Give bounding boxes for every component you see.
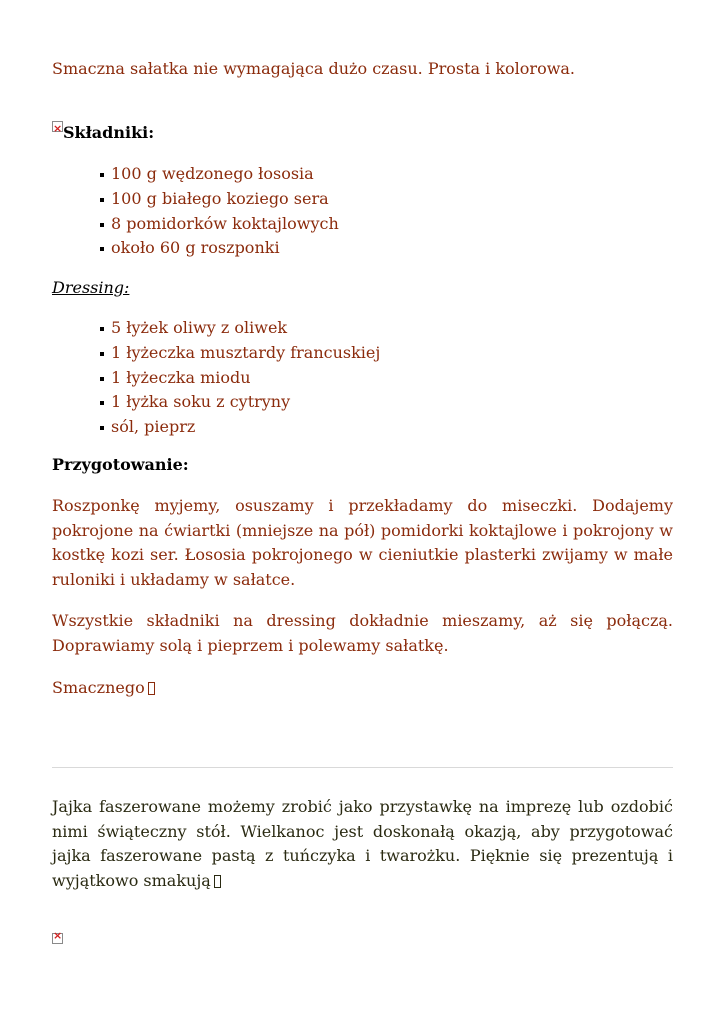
list-item: około 60 g roszponki [99, 236, 339, 261]
ingredients-heading [52, 121, 154, 145]
list-item: 5 łyżek oliwy z oliwek [99, 316, 380, 341]
intro-text: Smaczna sałatka nie wymagająca dużo czasu. Prosta i kolorowa. [52, 59, 576, 78]
preparation-paragraph-2: Wszystkie składniki na dressing dokładnie mieszamy, aż się połączą. Doprawiamy solą i pieprzem i polewamy sałatkę. [52, 611, 673, 655]
list-item: 1 łyżka soku z cytryny [99, 390, 380, 415]
closing-text: Smacznego [52, 678, 145, 697]
preparation-heading: Przygotowanie: [52, 455, 189, 474]
next-post-text: Jajka faszerowane możemy zrobić jako przystawkę na imprezę lub ozdobić nimi świąteczny stół. Wielkanoc jest doskonałą okazją, aby przygotować jajka faszerowane pastą z tuńczyka i twarożku. Pięknie się prezentują i wyjątkowo smakują [52, 797, 673, 890]
list-item: 100 g białego koziego sera [99, 187, 339, 212]
bullet-icon [100, 426, 104, 430]
list-item: sól, pieprz [99, 415, 380, 440]
list-item: 100 g wędzonego łososia [99, 162, 339, 187]
broken-image-icon [52, 121, 63, 132]
next-post-excerpt [52, 795, 673, 893]
preparation-paragraph-1: Roszponkę myjemy, osuszamy i przekładamy do miseczki. Dodajemy pokrojone na ćwiartki (mniejsze na pół) pomidorki koktajlowe i pokrojony w kostkę kozi ser. Łososia pokrojonego w cieniutkie plasterki zwijamy w małe ruloniki i układamy w sałatce. [52, 496, 673, 589]
bullet-icon [100, 401, 104, 405]
dressing-list [99, 316, 380, 440]
bullet-icon [100, 198, 104, 202]
list-item: 8 pomidorków koktajlowych [99, 212, 339, 237]
broken-image-icon [52, 933, 63, 944]
bullet-icon [100, 223, 104, 227]
bullet-icon [100, 173, 104, 177]
missing-emoji-icon [148, 682, 155, 695]
list-item: 1 łyżeczka miodu [99, 366, 380, 391]
bullet-icon [100, 327, 104, 331]
bullet-icon [100, 377, 104, 381]
broken-image [52, 933, 63, 952]
missing-emoji-icon [214, 875, 221, 888]
list-item: 1 łyżeczka musztardy francuskiej [99, 341, 380, 366]
closing-line [52, 676, 155, 700]
dressing-heading: Dressing: [52, 278, 130, 297]
divider [52, 767, 673, 768]
ingredients-heading-label: Składniki: [63, 123, 155, 142]
bullet-icon [100, 247, 104, 251]
bullet-icon [100, 352, 104, 356]
ingredients-list [99, 162, 339, 261]
